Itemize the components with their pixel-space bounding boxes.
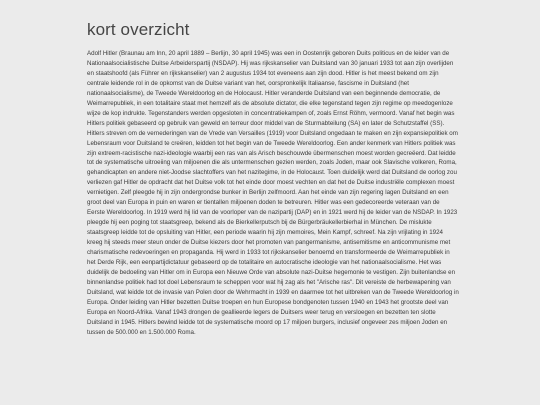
page-title: kort overzicht [87,20,190,39]
article-body: Adolf Hitler (Braunau am Inn, 20 april 1889 – Berlijn, 30 april 1945) was een in Oostenrijk geboren Duits politicus en de leider van de Nationaalsocialistische Duitse Arbeiderspartij (NSDAP). Hij was rijkskanselier van Duitsland van 30 januari 1933 tot aan zijn overlijden en staatshoofd (als Führer en rijkskanselier) van 2 augustus 1934 tot eveneens aan zijn dood. Hitler is het meest bekend om zijn centrale leidende rol in de opkomst van de Duitse variant van het, oorspronkelijk Italiaanse, fascisme in Duitsland (het nationaalsocialisme), de Tweede Wereldoorlog en de Holocaust. Hitler veranderde Duitsland van een beginnende democratie, de Weimarrepubliek, in een totalitaire staat met hemzelf als de absolute dictator, die elke tegenstand tegen zijn regime op meedogenloze wijze de kop indrukte. Tegenstanders werden opgesloten in concentratiekampen of, zoals Ernst Röhm, vermoord. Vanaf het begin was Hitlers politiek gebaseerd op gebruik van geweld en terreur door middel van de Sturmabteilung (SA) en later de Schutzstaffel (SS). Hitlers streven om de vernederingen van de Vrede van Versailles (1919) voor Duitsland ongedaan te maken en zijn expansiepolitiek om Lebensraum voor Duitsland te creëren, leidden tot het begin van de Tweede Wereldoorlog. Een ander kenmerk van Hitlers politiek was zijn extreem-racistische nazi-ideologie waarbij een ras van als Arisch beschouwde übermenschen moest worden gecreëerd. Dat leidde tot de systematische uitroeiing van miljoenen die als untermenschen gezien werden, zoals Joden, maar ook Slavische volkeren, Roma, gehandicapten en andere niet-Joodse slachtoffers van het nazitegime, in de Holocaust. Toen duidelijk werd dat Duitsland de oorlog zou verliezen gaf Hitler de opdracht dat het Duitse volk tot het einde door moest vechten en dat het de Duitse industriële complexen moest vernietigen. Zelf pleegde hij in zijn ondergrondse bunker in Berlijn zelfmoord. Aan het einde van zijn regering lagen Duitsland en een groot deel van Europa in puin en waren er tientallen miljoenen doden te betreuren. Hitler was een gedecoreerde veteraan van de Eerste Wereldoorlog. In 1919 werd hij lid van de voorloper van de nazipartij (DAP) en in 1921 werd hij de leider van de NSDAP. In 1923 pleegde hij een poging tot staatsgreep, bekend als de Bierkellerputsch bij de Bürgerbräukellerbierhal in München. De mislukte staatsgreep leidde tot de opsluiting van Hitler, een periode waarin hij zijn memoires, Mein Kampf, schreef. Na zijn vrijlating in 1924 kreeg hij steeds meer steun onder de Duitse kiezers door het promoten van pangermanisme, antisemitisme en anticommunisme met charismatische redevoeringen en propaganda. Hij werd in 1933 tot rijkskanselier benoemd en transformeerde de Weimarrepubliek in het Derde Rijk, een eenpartijdictatuur gebaseerd op de totalitaire en autocratische ideologie van het nationaalsocialisme. Het was duidelijk de bedoeling van Hitler om in Europa een Nieuwe Orde van absolute nazi-Duitse hegemonie te vestigen. Zijn buitenlandse en binnenlandse politiek had tot doel Lebensraum te scheppen voor wat hij zag als het "Arische ras". Dit vereiste de herbewapening van Duitsland, wat leidde tot de invasie van Polen door de Wehrmacht in 1939 en daarmee tot het uitbreken van de Tweede Wereldoorlog in Europa. Onder leiding van Hitler bezetten Duitse troepen en hun Europese bondgenoten tussen 1940 en 1943 het grootste deel van Europa en Noord-Afrika. Vanaf 1943 drongen de geallieerde legers de Duitsers weer terug en versloegen en bezetten ten slotte Duitsland in 1945. Hitlers bewind leidde tot de systematische moord op 17 miljoen burgers, inclusief ongeveer zes miljoen Joden en tussen de 500.000 en 1.500.000 Roma. [87,50,459,336]
article-page [76,0,470,405]
